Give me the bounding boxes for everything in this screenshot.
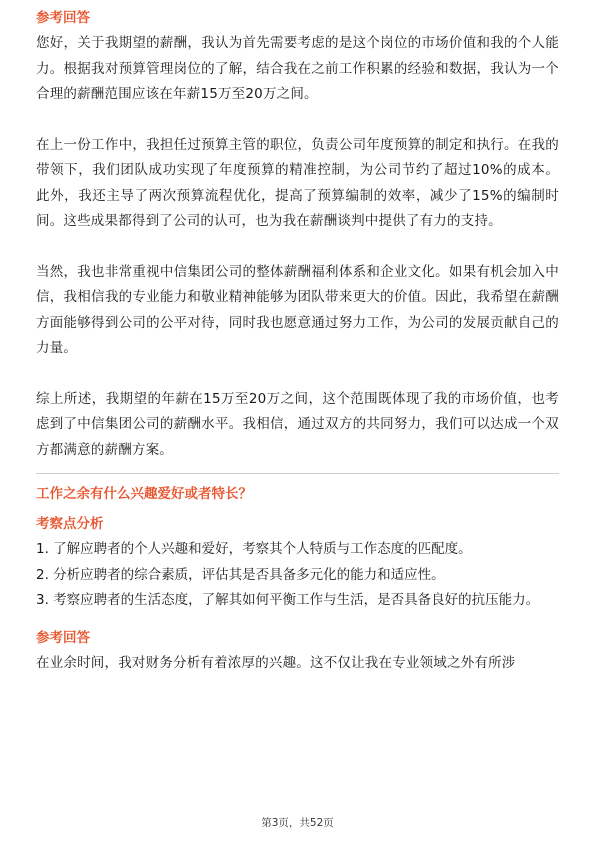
question-heading: 工作之余有什么兴趣爱好或者特长？ <box>36 486 252 502</box>
document-page <box>36 8 559 676</box>
answer-paragraph: 在业余时间，我对财务分析有着浓厚的兴趣。这不仅让我在专业领域之外有所涉 <box>36 654 516 671</box>
answer-label: 参考回答 <box>36 629 90 646</box>
answer-paragraph: 在上一份工作中，我担任过预算主管的职位，负责公司年度预算的制定和执行。在我的带领下，我们团队成功实现了年度预算的精准控制，为公司节约了超过10%的成本。此外，我还主导了两次预算流程优化，提高了预算编制的效率，减少了15%的编制时间。这些成果都得到了公司的认可，也为我在薪酬谈判中提供了有力的支持。 <box>36 136 559 229</box>
analysis-item: 1. 了解应聘者的个人兴趣和爱好，考察其个人特质与工作态度的匹配度。 <box>36 541 472 557</box>
section-divider <box>36 473 559 474</box>
page-footer: 第3页，共52页 <box>261 817 334 829</box>
answer-paragraph: 当然，我也非常重视中信集团公司的整体薪酬福利体系和企业文化。如果有机会加入中信，我相信我的专业能力和敬业精神能够为团队带来更大的价值。因此，我希望在薪酬方面能够得到公司的公平对待，同时我也愿意通过努力工作，为公司的发展贡献自己的力量。 <box>36 263 559 356</box>
analysis-item: 2. 分析应聘者的综合素质，评估其是否具备多元化的能力和适应性。 <box>36 566 445 583</box>
answer-label: 参考回答 <box>36 10 90 26</box>
answer-paragraph: 综上所述，我期望的年薪在15万至20万之间，这个范围既体现了我的市场价值，也考虑到了中信集团公司的薪酬水平。我相信，通过双方的共同努力，我们可以达成一个双方都满意的薪酬方案。 <box>36 390 559 458</box>
answer-paragraph: 您好，关于我期望的薪酬，我认为首先需要考虑的是这个岗位的市场价值和我的个人能力。根据我对预算管理岗位的了解，结合我在之前工作积累的经验和数据，我认为一个合理的薪酬范围应该在年薪15万至20万之间。 <box>36 35 559 102</box>
analysis-item: 3. 考察应聘者的生活态度，了解其如何平衡工作与生活，是否具备良好的抗压能力。 <box>36 592 540 608</box>
analysis-label: 考察点分析 <box>36 516 104 532</box>
